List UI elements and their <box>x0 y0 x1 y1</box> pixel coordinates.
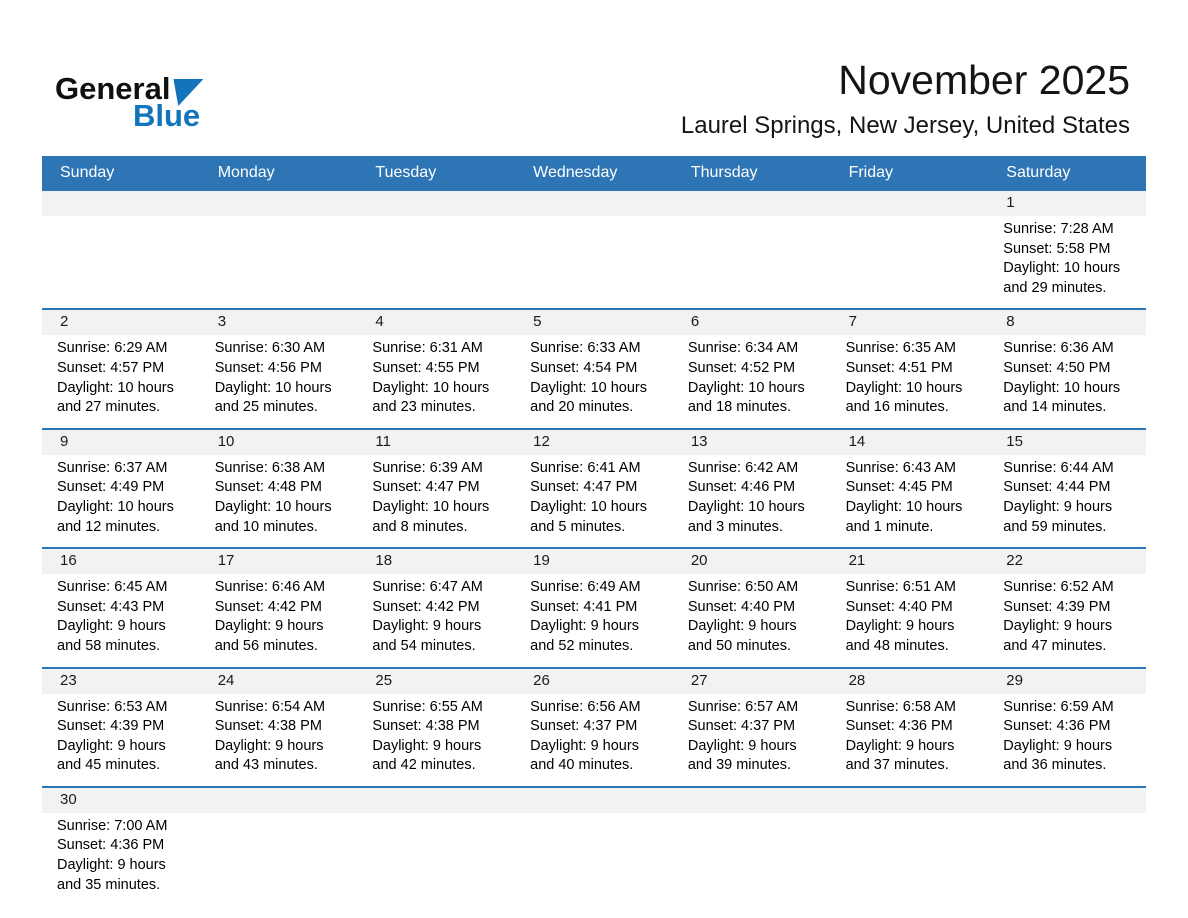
day-cell <box>200 669 358 786</box>
daylight-text: Daylight: 9 hours and 45 minutes. <box>57 737 166 774</box>
day-cell <box>831 310 989 427</box>
day-cell <box>357 669 515 786</box>
day-number: 11 <box>357 430 515 455</box>
sunset-text: Sunset: 4:47 PM <box>372 479 480 496</box>
daylight-text: Daylight: 9 hours and 37 minutes. <box>845 737 955 774</box>
weekday-label-monday: Monday <box>217 163 275 181</box>
sunrise-text: Sunrise: 6:53 AM <box>57 698 168 715</box>
weekday-label-sunday: Sunday <box>60 163 115 181</box>
day-cell <box>515 430 673 547</box>
week-row <box>42 547 1146 666</box>
sunset-text: Sunset: 4:45 PM <box>845 479 953 496</box>
day-cell <box>831 191 989 308</box>
day-cell <box>357 191 515 308</box>
sunrise-text: Sunrise: 6:37 AM <box>57 459 168 476</box>
day-details <box>42 694 200 786</box>
day-details <box>42 813 200 905</box>
day-details <box>515 694 673 786</box>
day-cell <box>515 788 673 905</box>
week-row <box>42 428 1146 547</box>
day-details <box>515 813 673 827</box>
sunset-text: Sunset: 4:39 PM <box>1003 598 1111 615</box>
day-details <box>515 455 673 547</box>
day-details <box>673 694 831 786</box>
day-details <box>200 694 358 786</box>
week-row <box>42 786 1146 905</box>
day-cell <box>200 191 358 308</box>
day-number <box>357 191 515 216</box>
sunrise-text: Sunrise: 6:41 AM <box>530 459 641 476</box>
day-number: 24 <box>200 669 358 694</box>
day-details <box>357 574 515 666</box>
day-cell <box>988 788 1146 905</box>
day-cell <box>200 310 358 427</box>
day-number: 13 <box>673 430 831 455</box>
sunrise-text: Sunrise: 6:42 AM <box>687 459 799 476</box>
day-number: 17 <box>200 549 358 574</box>
day-cell <box>515 669 673 786</box>
sunset-text: Sunset: 4:40 PM <box>687 598 796 615</box>
day-details <box>831 335 989 427</box>
daylight-text: Daylight: 9 hours and 52 minutes. <box>530 618 639 654</box>
day-cell <box>988 191 1146 308</box>
day-cell <box>357 430 515 547</box>
day-number: 30 <box>42 788 200 813</box>
day-details <box>357 694 515 786</box>
day-cell <box>357 788 515 905</box>
sunrise-text: Sunrise: 6:49 AM <box>530 579 641 596</box>
day-number <box>831 191 989 216</box>
calendar <box>42 156 1146 905</box>
daylight-text: Daylight: 10 hours and 29 minutes. <box>1003 260 1121 296</box>
sunset-text: Sunset: 4:56 PM <box>214 359 322 376</box>
day-cell <box>673 669 831 786</box>
sunrise-text: Sunrise: 6:44 AM <box>1003 459 1114 476</box>
weekday-header-row <box>42 156 1146 189</box>
week-row <box>42 667 1146 786</box>
title-block <box>681 58 1130 141</box>
day-number: 16 <box>42 549 200 574</box>
sunrise-text: Sunrise: 6:58 AM <box>845 698 956 715</box>
day-details <box>357 335 515 427</box>
daylight-text: Daylight: 9 hours and 43 minutes. <box>214 737 324 774</box>
day-cell <box>200 430 358 547</box>
weekday-label-tuesday: Tuesday <box>375 163 437 181</box>
day-number: 19 <box>515 549 673 574</box>
sunrise-text: Sunrise: 6:35 AM <box>845 340 956 357</box>
calendar-weeks <box>42 189 1146 905</box>
sunset-text: Sunset: 4:38 PM <box>214 718 322 735</box>
week-row <box>42 189 1146 308</box>
sunset-text: Sunset: 4:51 PM <box>845 359 953 376</box>
logo-text-blue: Blue <box>133 98 201 133</box>
daylight-text: Daylight: 9 hours and 42 minutes. <box>372 737 482 774</box>
sunset-text: Sunset: 4:41 PM <box>530 598 638 615</box>
weekday-label-friday: Friday <box>848 163 894 181</box>
daylight-text: Daylight: 10 hours and 3 minutes. <box>687 498 805 535</box>
daylight-text: Daylight: 10 hours and 16 minutes. <box>845 379 963 416</box>
sunrise-text: Sunrise: 6:36 AM <box>1003 340 1114 357</box>
day-number: 28 <box>831 669 989 694</box>
day-number <box>200 191 358 216</box>
day-number: 15 <box>988 430 1146 455</box>
day-number: 7 <box>831 310 989 335</box>
weekday-label-wednesday: Wednesday <box>533 163 618 181</box>
day-details <box>831 455 989 547</box>
day-cell <box>673 549 831 666</box>
day-number <box>515 788 673 813</box>
day-number <box>357 788 515 813</box>
sunrise-text: Sunrise: 6:39 AM <box>372 459 483 476</box>
sunrise-text: Sunrise: 6:33 AM <box>530 340 641 357</box>
general-blue-logo <box>55 71 203 133</box>
sunrise-text: Sunrise: 6:31 AM <box>372 340 483 357</box>
day-details <box>515 216 673 230</box>
sunrise-text: Sunrise: 6:46 AM <box>214 579 326 596</box>
page-subtitle: Laurel Springs, New Jersey, United States <box>680 112 1130 139</box>
daylight-text: Daylight: 10 hours and 12 minutes. <box>57 498 174 535</box>
day-details <box>42 574 200 666</box>
sunrise-text: Sunrise: 6:34 AM <box>687 340 799 357</box>
sunrise-text: Sunrise: 6:47 AM <box>372 579 483 596</box>
sunset-text: Sunset: 4:54 PM <box>530 359 638 376</box>
sunrise-text: Sunrise: 6:51 AM <box>845 579 956 596</box>
day-number: 29 <box>988 669 1146 694</box>
day-cell <box>200 549 358 666</box>
daylight-text: Daylight: 9 hours and 50 minutes. <box>687 618 797 654</box>
day-cell <box>42 191 200 308</box>
day-number: 26 <box>515 669 673 694</box>
logo-text-general: General <box>55 71 171 106</box>
sunset-text: Sunset: 4:36 PM <box>1003 718 1111 735</box>
weekday-label-thursday: Thursday <box>690 163 758 181</box>
sunrise-text: Sunrise: 6:38 AM <box>214 459 326 476</box>
sunset-text: Sunset: 4:46 PM <box>687 479 796 496</box>
sunset-text: Sunset: 4:57 PM <box>57 359 165 376</box>
sunset-text: Sunset: 4:37 PM <box>530 718 638 735</box>
weekday-label-saturday: Saturday <box>1006 163 1071 181</box>
day-cell <box>831 549 989 666</box>
day-cell <box>357 549 515 666</box>
sunset-text: Sunset: 4:42 PM <box>214 598 322 615</box>
sunset-text: Sunset: 4:36 PM <box>845 718 953 735</box>
sunset-text: Sunset: 4:49 PM <box>57 479 165 496</box>
day-number: 1 <box>988 191 1146 216</box>
daylight-text: Daylight: 10 hours and 20 minutes. <box>530 379 648 416</box>
day-details <box>357 813 515 827</box>
sunrise-text: Sunrise: 7:00 AM <box>57 817 168 834</box>
daylight-text: Daylight: 10 hours and 5 minutes. <box>530 498 648 535</box>
day-details <box>988 455 1146 547</box>
daylight-text: Daylight: 10 hours and 10 minutes. <box>214 498 332 535</box>
sunset-text: Sunset: 5:58 PM <box>1003 240 1111 257</box>
sunset-text: Sunset: 4:42 PM <box>372 598 480 615</box>
day-number <box>831 788 989 813</box>
day-details <box>200 216 358 230</box>
sunset-text: Sunset: 4:47 PM <box>530 479 638 496</box>
day-details <box>988 216 1146 308</box>
sunset-text: Sunset: 4:50 PM <box>1003 359 1111 376</box>
daylight-text: Daylight: 9 hours and 56 minutes. <box>214 618 324 654</box>
sunrise-text: Sunrise: 6:29 AM <box>57 340 168 357</box>
sunrise-text: Sunrise: 6:52 AM <box>1003 579 1114 596</box>
week-row <box>42 308 1146 427</box>
daylight-text: Daylight: 10 hours and 1 minute. <box>845 498 963 535</box>
day-number: 21 <box>831 549 989 574</box>
daylight-text: Daylight: 10 hours and 14 minutes. <box>1003 379 1121 416</box>
sunrise-text: Sunrise: 6:30 AM <box>214 340 326 357</box>
sunrise-text: Sunrise: 6:54 AM <box>214 698 326 715</box>
day-number: 23 <box>42 669 200 694</box>
sunset-text: Sunset: 4:36 PM <box>57 837 165 854</box>
day-details <box>673 455 831 547</box>
day-details <box>200 574 358 666</box>
day-cell <box>357 310 515 427</box>
sunrise-text: Sunrise: 6:50 AM <box>687 579 799 596</box>
day-cell <box>673 310 831 427</box>
day-number: 5 <box>515 310 673 335</box>
day-cell <box>673 430 831 547</box>
day-details <box>831 574 989 666</box>
daylight-text: Daylight: 9 hours and 48 minutes. <box>845 618 955 654</box>
day-cell <box>42 430 200 547</box>
day-details <box>831 216 989 230</box>
day-cell <box>673 788 831 905</box>
day-details <box>673 813 831 827</box>
day-number: 3 <box>200 310 358 335</box>
day-cell <box>831 430 989 547</box>
daylight-text: Daylight: 10 hours and 18 minutes. <box>687 379 805 416</box>
day-number: 27 <box>673 669 831 694</box>
day-number: 22 <box>988 549 1146 574</box>
sunset-text: Sunset: 4:44 PM <box>1003 479 1111 496</box>
day-number <box>988 788 1146 813</box>
day-number: 10 <box>200 430 358 455</box>
day-details <box>200 455 358 547</box>
day-cell <box>988 430 1146 547</box>
day-details <box>200 813 358 827</box>
day-number: 9 <box>42 430 200 455</box>
day-cell <box>831 669 989 786</box>
daylight-text: Daylight: 9 hours and 36 minutes. <box>1003 737 1113 774</box>
sunset-text: Sunset: 4:55 PM <box>372 359 480 376</box>
sunset-text: Sunset: 4:48 PM <box>214 479 322 496</box>
day-cell <box>988 549 1146 666</box>
day-number: 6 <box>673 310 831 335</box>
day-number: 12 <box>515 430 673 455</box>
sunrise-text: Sunrise: 7:28 AM <box>1003 221 1114 237</box>
daylight-text: Daylight: 9 hours and 47 minutes. <box>1003 618 1113 654</box>
day-details <box>988 694 1146 786</box>
day-details <box>831 813 989 827</box>
sunset-text: Sunset: 4:52 PM <box>687 359 796 376</box>
day-number: 8 <box>988 310 1146 335</box>
sunset-text: Sunset: 4:40 PM <box>845 598 953 615</box>
daylight-text: Daylight: 9 hours and 54 minutes. <box>372 618 482 654</box>
day-details <box>515 335 673 427</box>
sunset-text: Sunset: 4:43 PM <box>57 598 165 615</box>
day-number: 14 <box>831 430 989 455</box>
day-cell <box>988 310 1146 427</box>
daylight-text: Daylight: 10 hours and 8 minutes. <box>372 498 490 535</box>
sunrise-text: Sunrise: 6:56 AM <box>530 698 641 715</box>
daylight-text: Daylight: 9 hours and 58 minutes. <box>57 618 166 654</box>
day-cell <box>673 191 831 308</box>
day-number: 2 <box>42 310 200 335</box>
day-details <box>200 335 358 427</box>
day-number: 4 <box>357 310 515 335</box>
day-cell <box>42 310 200 427</box>
sunrise-text: Sunrise: 6:43 AM <box>845 459 956 476</box>
day-cell <box>515 191 673 308</box>
page-title: November 2025 <box>838 57 1130 103</box>
daylight-text: Daylight: 10 hours and 27 minutes. <box>57 379 174 416</box>
day-number <box>515 191 673 216</box>
day-number <box>200 788 358 813</box>
daylight-text: Daylight: 9 hours and 35 minutes. <box>57 857 166 893</box>
day-details <box>357 455 515 547</box>
daylight-text: Daylight: 10 hours and 25 minutes. <box>214 379 332 416</box>
day-cell <box>42 549 200 666</box>
sunrise-text: Sunrise: 6:45 AM <box>57 579 168 596</box>
day-details <box>988 335 1146 427</box>
day-details <box>515 574 673 666</box>
day-cell <box>988 669 1146 786</box>
sunset-text: Sunset: 4:37 PM <box>687 718 796 735</box>
day-details <box>42 216 200 230</box>
sunset-text: Sunset: 4:39 PM <box>57 718 165 735</box>
sunrise-text: Sunrise: 6:59 AM <box>1003 698 1114 715</box>
day-number <box>673 788 831 813</box>
sunrise-text: Sunrise: 6:55 AM <box>372 698 483 715</box>
daylight-text: Daylight: 10 hours and 23 minutes. <box>372 379 490 416</box>
day-number: 20 <box>673 549 831 574</box>
day-cell <box>42 788 200 905</box>
daylight-text: Daylight: 9 hours and 40 minutes. <box>530 737 639 774</box>
day-details <box>42 455 200 547</box>
day-details <box>673 335 831 427</box>
daylight-text: Daylight: 9 hours and 59 minutes. <box>1003 498 1113 535</box>
day-details <box>831 694 989 786</box>
day-number: 25 <box>357 669 515 694</box>
day-cell <box>515 549 673 666</box>
day-details <box>673 574 831 666</box>
day-cell <box>42 669 200 786</box>
day-number <box>42 191 200 216</box>
sunset-text: Sunset: 4:38 PM <box>372 718 480 735</box>
day-details <box>988 813 1146 827</box>
day-number: 18 <box>357 549 515 574</box>
day-cell <box>831 788 989 905</box>
day-details <box>988 574 1146 666</box>
day-details <box>673 216 831 230</box>
day-details <box>42 335 200 427</box>
day-details <box>357 216 515 230</box>
daylight-text: Daylight: 9 hours and 39 minutes. <box>687 737 797 774</box>
day-cell <box>200 788 358 905</box>
sunrise-text: Sunrise: 6:57 AM <box>687 698 799 715</box>
day-number <box>673 191 831 216</box>
day-cell <box>515 310 673 427</box>
